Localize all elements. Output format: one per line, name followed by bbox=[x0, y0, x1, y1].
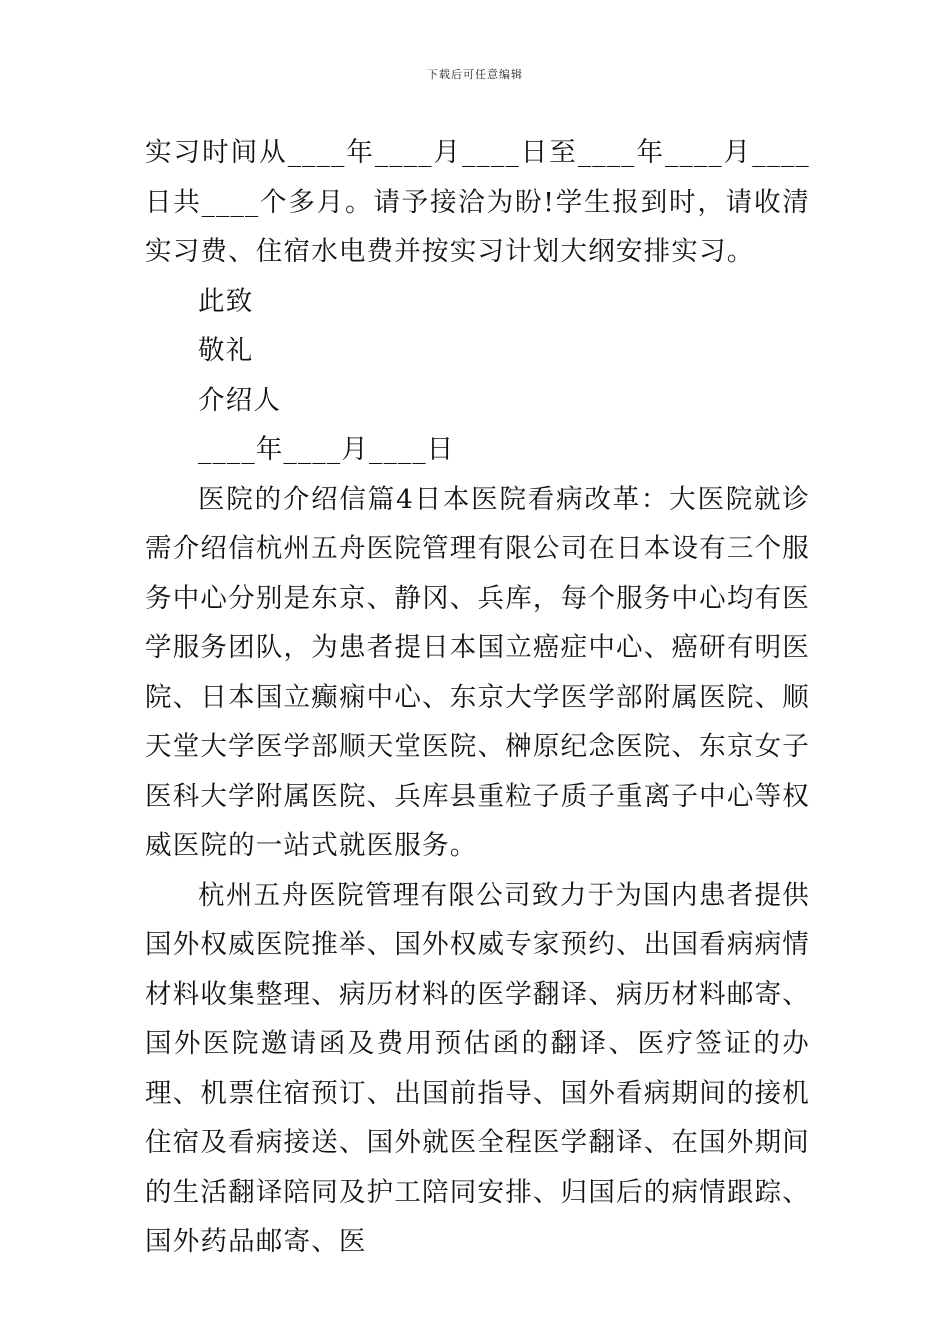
date-line: ____年____月____日 bbox=[198, 434, 455, 465]
document-body bbox=[145, 128, 810, 1267]
article-paragraph-1: 医院的介绍信篇4日本医院看病改革：大医院就诊需介绍信杭州五舟医院管理有限公司在日本设有三个服务中心分别是东京、静冈、兵库，每个服务中心均有医学服务团队，为患者提日本国立癌症中心、癌研有明医院、日本国立癫痫中心、东京大学医学部附属医院、顺天堂大学医学部顺天堂医院、榊原纪念医院、东京女子医科大学附属医院、兵库县重粒子质子重离子中心等权威医院的一站式就医服务。 bbox=[145, 483, 810, 861]
salutation: 此致 bbox=[198, 285, 254, 317]
header-note: 下载后可任意编辑 bbox=[427, 68, 523, 81]
regards: 敬礼 bbox=[198, 335, 254, 366]
internship-period-paragraph: 实习时间从____年____月____日至____年____月____日共____个多月。请予接洽为盼!学生报到时，请收清实习费、住宿水电费并按实习计划大纲安排实习。 bbox=[145, 137, 810, 267]
article-paragraph-2: 杭州五舟医院管理有限公司致力于为国内患者提供国外权威医院推举、国外权威专家预约、出国看病病情材料收集整理、病历材料的医学翻译、病历材料邮寄、国外医院邀请函及费用预估函的翻译、医疗签证的办理、机票住宿预订、出国前指导、国外看病期间的接机住宿及看病接送、国外就医全程医学翻译、在国外期间的生活翻译陪同及护工陪同安排、归国后的病情跟踪、国外药品邮寄、医 bbox=[145, 879, 810, 1257]
introducer-label: 介绍人 bbox=[198, 384, 282, 416]
